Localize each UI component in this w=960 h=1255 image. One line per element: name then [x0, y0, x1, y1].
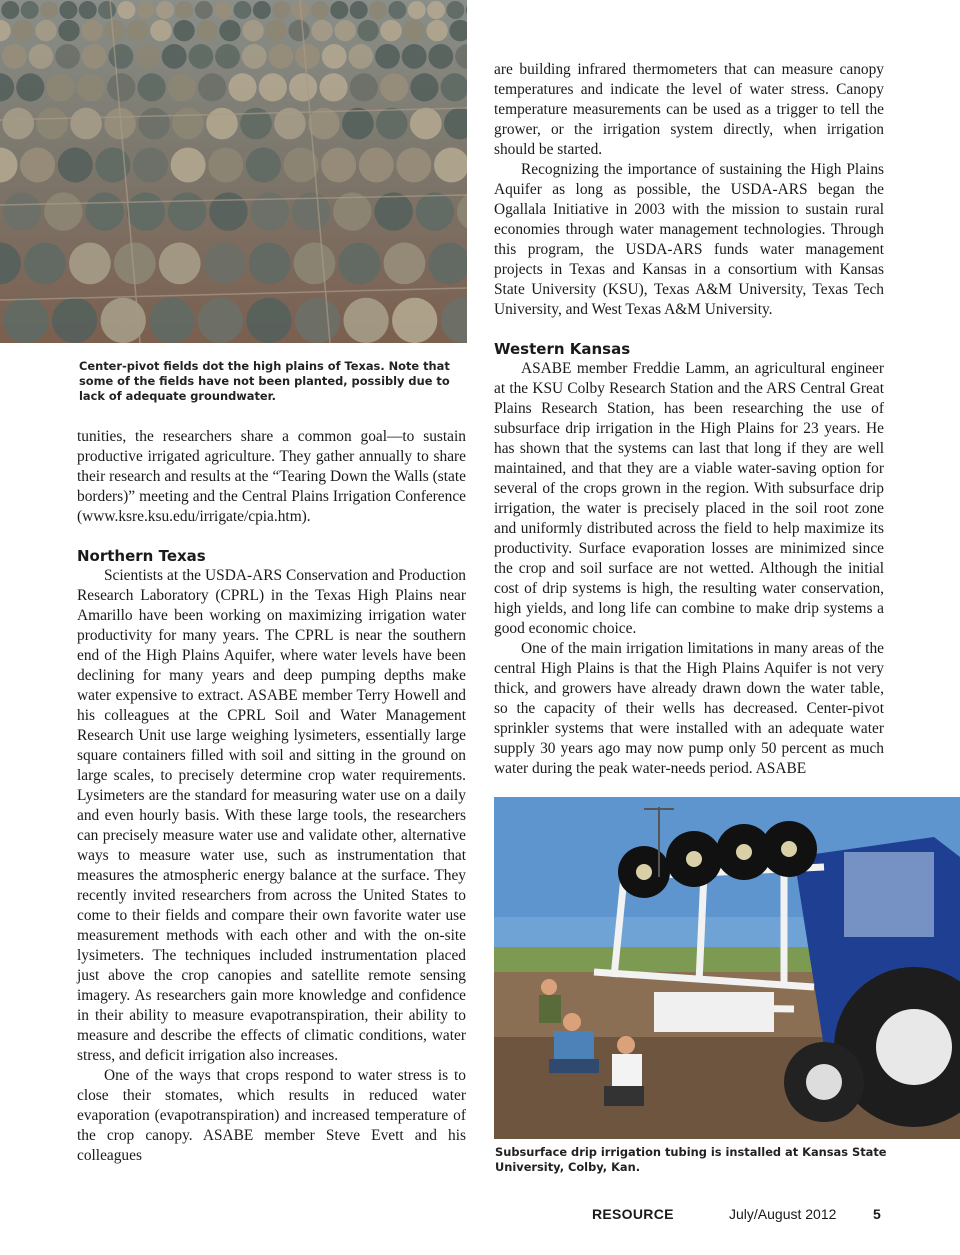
pivot-field — [253, 1, 271, 19]
pivot-field — [265, 20, 286, 41]
pivot-field — [251, 192, 289, 230]
aerial-photo — [0, 0, 467, 343]
pivot-field — [168, 73, 196, 101]
pivot-field — [198, 298, 243, 343]
pivot-field — [342, 108, 374, 140]
pivot-field — [339, 243, 381, 285]
pivot-field — [104, 20, 125, 41]
pivot-field — [2, 44, 27, 69]
pivot-field — [348, 44, 373, 69]
pivot-field — [319, 73, 347, 101]
pivot-field — [159, 243, 201, 285]
pivot-field — [44, 192, 82, 230]
pivot-field — [295, 44, 320, 69]
paragraph: are building infrared thermometers that can measure canopy temperatures and indicate the level of water stress. Canopy temperature measurements can be used as a trigger to tell the grower, or the irrigation system directly, when irrigation should be started. — [494, 61, 884, 158]
pivot-field — [249, 243, 291, 285]
pivot-field — [242, 20, 263, 41]
pivot-field — [137, 1, 155, 19]
northern-texas-section — [77, 546, 466, 1166]
pivot-field — [70, 108, 102, 140]
pivot-field — [272, 1, 290, 19]
pivot-field — [427, 1, 445, 19]
pivot-field — [214, 1, 232, 19]
pivot-field — [198, 73, 226, 101]
pivot-field — [269, 44, 294, 69]
pivot-field — [344, 298, 389, 343]
paragraph: ASABE member Freddie Lamm, an agricultural engineer at the KSU Colby Research Station and the ARS Central Great Plains Research Station, has been researching the use of subsurface drip irrigation in the High Plains for 23 years. He has shown that the systems can last that long if they are well maintained, and that they are a viable water-saving option for several of the crops grown in the region. With subsurface drip irrigation, the water is precisely placed in the soil root zone and uniformly distributed across the field to help maximize its productivity. Surface evaporation losses are minimized since the crop and soil surface are not wetted. Although the initial cost of drip systems is high, the resulting water conservation, high yields, and long life can combine to make drip systems a good economic choice. — [494, 360, 884, 637]
pivot-field — [40, 1, 58, 19]
pivot-field — [215, 44, 240, 69]
pivot-field — [396, 148, 431, 183]
pivot-field — [16, 73, 44, 101]
pivot-field — [375, 44, 400, 69]
pivot-field — [219, 20, 240, 41]
pivot-field — [173, 20, 194, 41]
pivot-field — [149, 298, 194, 343]
pivot-field — [228, 73, 256, 101]
pivot-field — [242, 44, 267, 69]
pivot-field — [350, 73, 378, 101]
paragraph: One of the ways that crops respond to water stress is to close their stomates, which results in reduced water evaporation (evapotranspiration) and increased temperature of the crop canopy. ASABE member Steve Evett and his colleagues — [77, 1067, 466, 1164]
pivot-field — [1, 1, 19, 19]
paragraph: tunities, the researchers share a common goal—to sustain productive irrigated agriculture. They gather annually to share their research and results at the “Tearing Down the Walls (state borders)” meeting and the Central Plains Irrigation Conference (www.ksre.ksu.edu/irrigate/cpia.htm). — [77, 428, 466, 525]
section-heading: Western Kansas — [494, 340, 631, 358]
pivot-field — [171, 148, 206, 183]
pivot-field — [350, 1, 368, 19]
section-heading: Northern Texas — [77, 547, 206, 565]
pivot-field — [380, 73, 408, 101]
pivot-field — [109, 44, 134, 69]
pivot-field — [58, 148, 93, 183]
pivot-field — [288, 20, 309, 41]
pivot-field — [150, 20, 171, 41]
pivot-field — [234, 1, 252, 19]
tractor-photo — [494, 797, 960, 1139]
pivot-field — [117, 1, 135, 19]
pivot-field — [3, 298, 48, 343]
pivot-field — [374, 192, 412, 230]
pivot-field — [369, 1, 387, 19]
pivot-field — [59, 1, 77, 19]
pivot-field — [289, 73, 317, 101]
pivot-field — [127, 192, 165, 230]
pivot-field — [196, 20, 217, 41]
pivot-field — [3, 192, 41, 230]
pivot-field — [85, 192, 123, 230]
pivot-field — [246, 298, 291, 343]
pivot-field — [58, 20, 79, 41]
aerial-photo-caption: Center-pivot fields dot the high plains of Texas. Note that some of the fields have not been planted, possibly due to lack of adequate groundwater. — [79, 359, 450, 403]
pivot-field — [334, 20, 355, 41]
paragraph: Scientists at the USDA-ARS Conservation and Production Research Laboratory (CPRL) in the Texas High Plains near Amarillo have been working on maximizing irrigation water productivity for many years. The CPRL is near the southern end of the High Plains Aquifer, where water levels have been declining for many years and deep pumping depths make water expensive to extract. ASABE member Terry Howell and his colleagues at the CPRL Soil and Water Management Research Unit use large weighing lysimeters, essentially large square containers filled with soil and sitting in the ground on large scales, to precisely determine crop water requirements. Lysimeters are the standard for measuring water use on a daily and even hourly basis. With these large tools, the researchers can precisely measure water use and validate other, alternative ways to measure water use, such as instrumentation that measures the atmospheric energy balance at the surface. They recently invited researchers from across the United States to come to their fields and compare their own favorite water use measurement methods with each other and with the on-site lysimeters. The techniques included instrumentation placed just above the crop canopies and satellite remote sensing imagery. As researchers gain more knowledge and confidence in their ability to measure evapotranspiration, their ability to measure and describe the effects of climatic conditions, water stress, and deficit irrigation also increases. — [77, 567, 466, 1064]
pivot-field — [259, 73, 287, 101]
pivot-field — [81, 20, 102, 41]
pivot-field — [79, 1, 97, 19]
pivot-field — [206, 108, 238, 140]
pivot-field — [294, 243, 336, 285]
pivot-field — [2, 108, 34, 140]
right-column-continuation — [494, 60, 884, 320]
pivot-field — [12, 20, 33, 41]
pivot-field — [357, 20, 378, 41]
pivot-field — [168, 192, 206, 230]
magazine-name: RESOURCE — [592, 1206, 674, 1222]
pivot-field — [311, 20, 332, 41]
pivot-field — [133, 148, 168, 183]
pivot-field — [29, 44, 54, 69]
pivot-field — [135, 44, 160, 69]
pivot-field — [330, 1, 348, 19]
pivot-field — [52, 298, 97, 343]
pivot-field — [69, 243, 111, 285]
pivot-field — [107, 73, 135, 101]
page-number: 5 — [873, 1206, 881, 1222]
pivot-field — [428, 44, 453, 69]
pivot-field — [172, 108, 204, 140]
paragraph: One of the main irrigation limitations in many areas of the central High Plains is that the High Plains Aquifer is not very thick, and growers have already drawn down the water table, so the capacity of their wells has decreased. Center-pivot sprinkler systems that were installed with an adequate water supply 30 years ago may now pump only 50 percent as much water during the peak water-needs period. ASABE — [494, 640, 884, 777]
pivot-field — [127, 20, 148, 41]
paragraph: Recognizing the importance of sustaining the High Plains Aquifer as long as possible, the USDA-ARS began the Ogallala Initiative in 2003 with the mission to sustain rural economies through water management technologies. Through this program, the USDA-ARS funds water management projects in Texas and Kansas in a consortium with Kansas State University (KSU), Texas A&M University, Texas Tech University, and West Texas A&M University. — [494, 161, 884, 318]
pivot-field — [77, 73, 105, 101]
pivot-field — [98, 1, 116, 19]
pivot-field — [410, 73, 438, 101]
pivot-field — [426, 20, 447, 41]
pivot-field — [156, 1, 174, 19]
pivot-field — [446, 1, 464, 19]
pivot-field — [408, 1, 426, 19]
pivot-field — [376, 108, 408, 140]
pivot-field — [402, 44, 427, 69]
pivot-field — [176, 1, 194, 19]
pivot-field — [295, 298, 340, 343]
western-kansas-section — [494, 339, 884, 779]
tractor-photo-caption: Subsurface drip irrigation tubing is installed at Kansas State University, Colby, Kan. — [495, 1145, 887, 1174]
pivot-field — [24, 243, 66, 285]
pivot-field — [246, 148, 281, 183]
pivot-field — [55, 44, 80, 69]
pivot-field — [359, 148, 394, 183]
pivot-field — [384, 243, 426, 285]
pivot-field — [204, 243, 246, 285]
pivot-field — [82, 44, 107, 69]
pivot-field — [392, 298, 437, 343]
pivot-field — [416, 192, 454, 230]
pivot-field — [322, 44, 347, 69]
pivot-field — [47, 73, 75, 101]
page-footer — [592, 1206, 882, 1226]
pivot-field — [311, 1, 329, 19]
pivot-field — [208, 148, 243, 183]
issue-date: July/August 2012 — [729, 1206, 837, 1222]
pivot-field — [36, 108, 68, 140]
pivot-field — [21, 1, 39, 19]
pivot-field — [321, 148, 356, 183]
pivot-field — [380, 20, 401, 41]
pivot-field — [410, 108, 442, 140]
pivot-field — [138, 73, 166, 101]
pivot-field — [162, 44, 187, 69]
left-column-continuation — [77, 427, 466, 527]
pivot-field — [209, 192, 247, 230]
pivot-field — [189, 44, 214, 69]
pivot-field — [195, 1, 213, 19]
drip-tubing-installation-image — [494, 797, 960, 1139]
pivot-field — [35, 20, 56, 41]
center-pivot-fields-image — [0, 0, 467, 343]
pivot-field — [20, 148, 55, 183]
pivot-field — [403, 20, 424, 41]
pivot-field — [388, 1, 406, 19]
pivot-field — [138, 108, 170, 140]
